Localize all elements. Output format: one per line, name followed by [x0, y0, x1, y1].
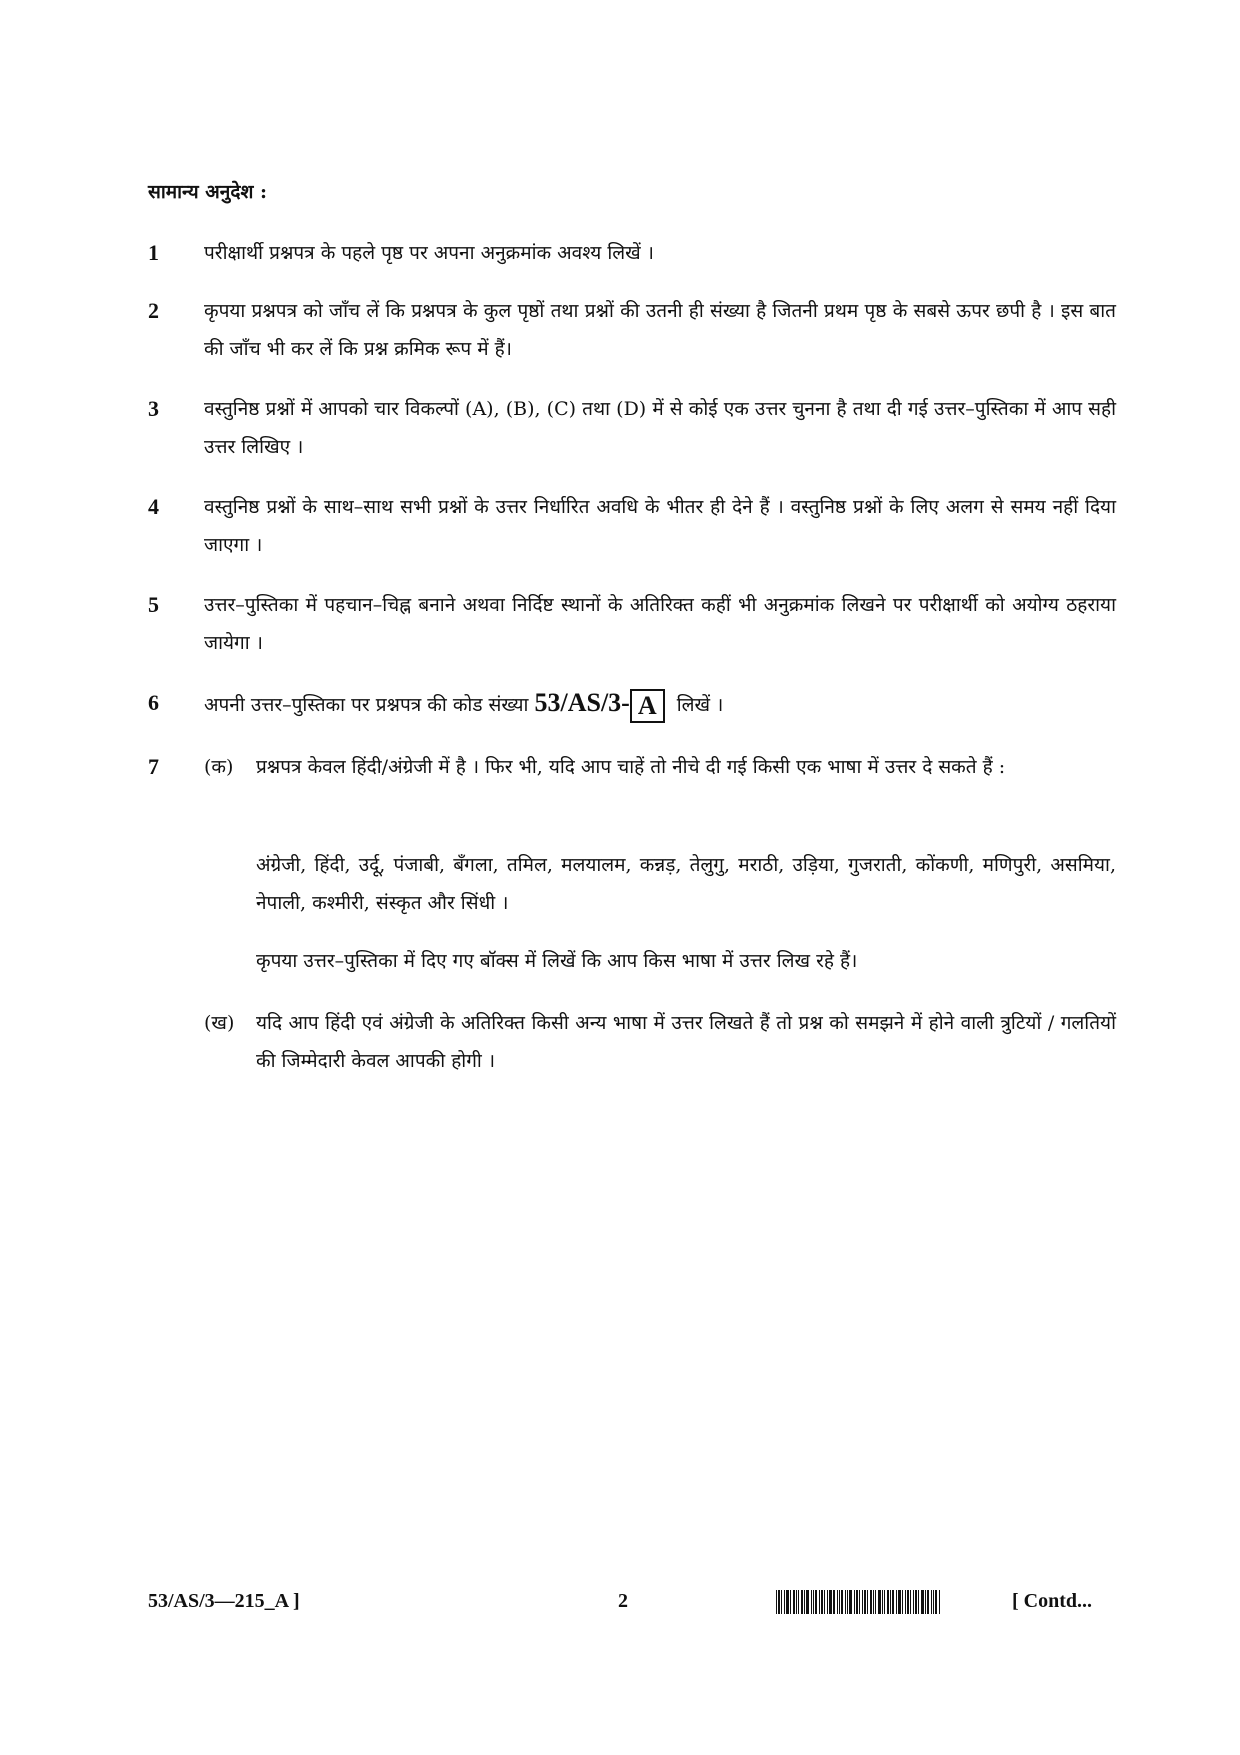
barcode-bar	[837, 1590, 838, 1614]
instruction-number: 6	[148, 690, 159, 715]
instruction-6-text: अपनी उत्तर–पुस्तिका पर प्रश्नपत्र की कोड संख्या	[204, 694, 529, 716]
barcode-bar	[849, 1590, 852, 1614]
barcode-bar	[833, 1590, 835, 1614]
barcode	[776, 1590, 986, 1614]
barcode-bar	[856, 1590, 858, 1614]
instruction-number: 5	[148, 592, 159, 617]
sub-label-kha: (ख)	[204, 1012, 235, 1034]
barcode-bar	[811, 1590, 812, 1614]
barcode-bar	[839, 1590, 840, 1614]
barcode-bar	[847, 1590, 848, 1614]
instruction-text: कृपया प्रश्नपत्र को जाँच लें कि प्रश्नपत्र के कुल पृष्ठों तथा प्रश्नों की उतनी ही संख्या है जितनी प्रथम पृष्ठ के सबसे ऊपर छपी है । इस बात की जाँच भी कर लें कि प्रश्न क्रमिक रूप में हैं।	[204, 300, 1116, 360]
instruction-text: परीक्षार्थी प्रश्नपत्र के पहले पृष्ठ पर अपना अनुक्रमांक अवश्य लिखें ।	[204, 242, 654, 264]
barcode-bar	[819, 1590, 820, 1614]
page-number: 2	[618, 1590, 628, 1612]
barcode-bar	[798, 1590, 799, 1614]
question-paper-code: 53/AS/3-	[534, 688, 630, 717]
languages-text: अंग्रेजी, हिंदी, उर्दू, पंजाबी, बँगला, तमिल, मलयालम, कन्नड़, तेलुगु, मराठी, उड़िया, गुजराती, कोंकणी, मणिपुरी, असमिया, नेपाली, कश्मीरी, संस्कृत और सिंधी ।	[256, 854, 1116, 914]
barcode-bar	[902, 1590, 903, 1614]
barcode-bar	[907, 1590, 909, 1614]
barcode-bar	[935, 1590, 937, 1614]
barcode-bar	[892, 1590, 894, 1614]
barcode-bar	[905, 1590, 906, 1614]
sub-text-kha: यदि आप हिंदी एवं अंग्रेजी के अतिरिक्त किसी अन्य भाषा में उत्तर लिखते हैं तो प्रश्न को समझने में होने वाली त्रुटियों / गलतियों की जिम्मेदारी केवल आपकी होगी ।	[256, 1012, 1116, 1072]
barcode-bar	[910, 1590, 911, 1614]
barcode-bar	[829, 1590, 832, 1614]
barcode-bar	[896, 1590, 897, 1614]
continued-label: [ Contd...	[1012, 1590, 1093, 1612]
instruction-number: 1	[148, 240, 159, 265]
barcode-bar	[933, 1590, 934, 1614]
instruction-text: वस्तुनिष्ठ प्रश्नों के साथ–साथ सभी प्रश्नों के उत्तर निर्धारित अवधि के भीतर ही देने हैं । वस्तुनिष्ठ प्रश्नों के लिए अलग से समय नहीं दिया जाएगा ।	[204, 496, 1116, 556]
barcode-bar	[790, 1590, 791, 1614]
instruction-6-suffix: लिखें ।	[676, 694, 724, 716]
barcode-bar	[862, 1590, 863, 1614]
barcode-bar	[786, 1590, 789, 1614]
instruction-number: 3	[148, 396, 159, 421]
barcode-bar	[813, 1590, 814, 1614]
barcode-bar	[925, 1590, 926, 1614]
barcode-bar	[827, 1590, 828, 1614]
barcode-bar	[873, 1590, 874, 1614]
barcode-bar	[921, 1590, 924, 1614]
footer-paper-code: 53/AS/3—215_A ]	[148, 1590, 300, 1612]
barcode-bar	[884, 1590, 885, 1614]
barcode-bar	[867, 1590, 868, 1614]
barcode-bar	[931, 1590, 932, 1614]
box-note-text: कृपया उत्तर–पुस्तिका में दिए गए बॉक्स में लिखें कि आप किस भाषा में उत्तर लिख रहे हैं।	[256, 950, 858, 972]
barcode-bar	[796, 1590, 797, 1614]
barcode-bar	[781, 1590, 782, 1614]
barcode-bar	[778, 1590, 780, 1614]
code-set-box: A	[630, 689, 665, 723]
instruction-number: 4	[148, 494, 159, 519]
barcode-bar	[859, 1590, 860, 1614]
barcode-bar	[898, 1590, 901, 1614]
barcode-bar	[864, 1590, 866, 1614]
barcode-bar	[784, 1590, 785, 1614]
instruction-number: 2	[148, 298, 159, 323]
barcode-bar	[854, 1590, 855, 1614]
instruction-text: वस्तुनिष्ठ प्रश्नों में आपको चार विकल्पों (A), (B), (C) तथा (D) में से कोई एक उत्तर चुनना है तथा दी गई उत्तर–पुस्तिका में आप सही उत्तर लिखिए ।	[204, 398, 1116, 458]
barcode-bar	[875, 1590, 876, 1614]
sub-label-ka: (क)	[204, 756, 234, 778]
instruction-text	[204, 684, 1116, 724]
barcode-bar	[841, 1590, 843, 1614]
barcode-bar	[887, 1590, 889, 1614]
barcode-bar	[801, 1590, 803, 1614]
instructions-heading: सामान्य अनुदेश :	[148, 181, 267, 203]
barcode-bar	[890, 1590, 891, 1614]
barcode-bar	[870, 1590, 872, 1614]
sub-text-ka: प्रश्नपत्र केवल हिंदी/अंग्रेजी में है । फिर भी, यदि आप चाहें तो नीचे दी गई किसी एक भाषा में उत्तर दे सकते हैं :	[256, 756, 1006, 778]
barcode-bar	[918, 1590, 919, 1614]
barcode-bar	[793, 1590, 795, 1614]
barcode-bar	[806, 1590, 809, 1614]
barcode-bar	[821, 1590, 823, 1614]
barcode-bar	[913, 1590, 914, 1614]
barcode-bar	[882, 1590, 883, 1614]
barcode-bar	[845, 1590, 846, 1614]
instruction-number: 7	[148, 754, 159, 779]
barcode-bar	[804, 1590, 805, 1614]
barcode-bar	[939, 1590, 940, 1614]
barcode-bar	[776, 1590, 777, 1614]
barcode-bar	[878, 1590, 881, 1614]
barcode-bar	[915, 1590, 917, 1614]
barcode-bar	[815, 1590, 817, 1614]
barcode-bar	[927, 1590, 929, 1614]
barcode-bar	[824, 1590, 825, 1614]
instruction-text: उत्तर–पुस्तिका में पहचान–चिह्न बनाने अथवा निर्दिष्ट स्थानों के अतिरिक्त कहीं भी अनुक्रमांक लिखने पर परीक्षार्थी को अयोग्य ठहराया जायेगा ।	[204, 594, 1116, 654]
